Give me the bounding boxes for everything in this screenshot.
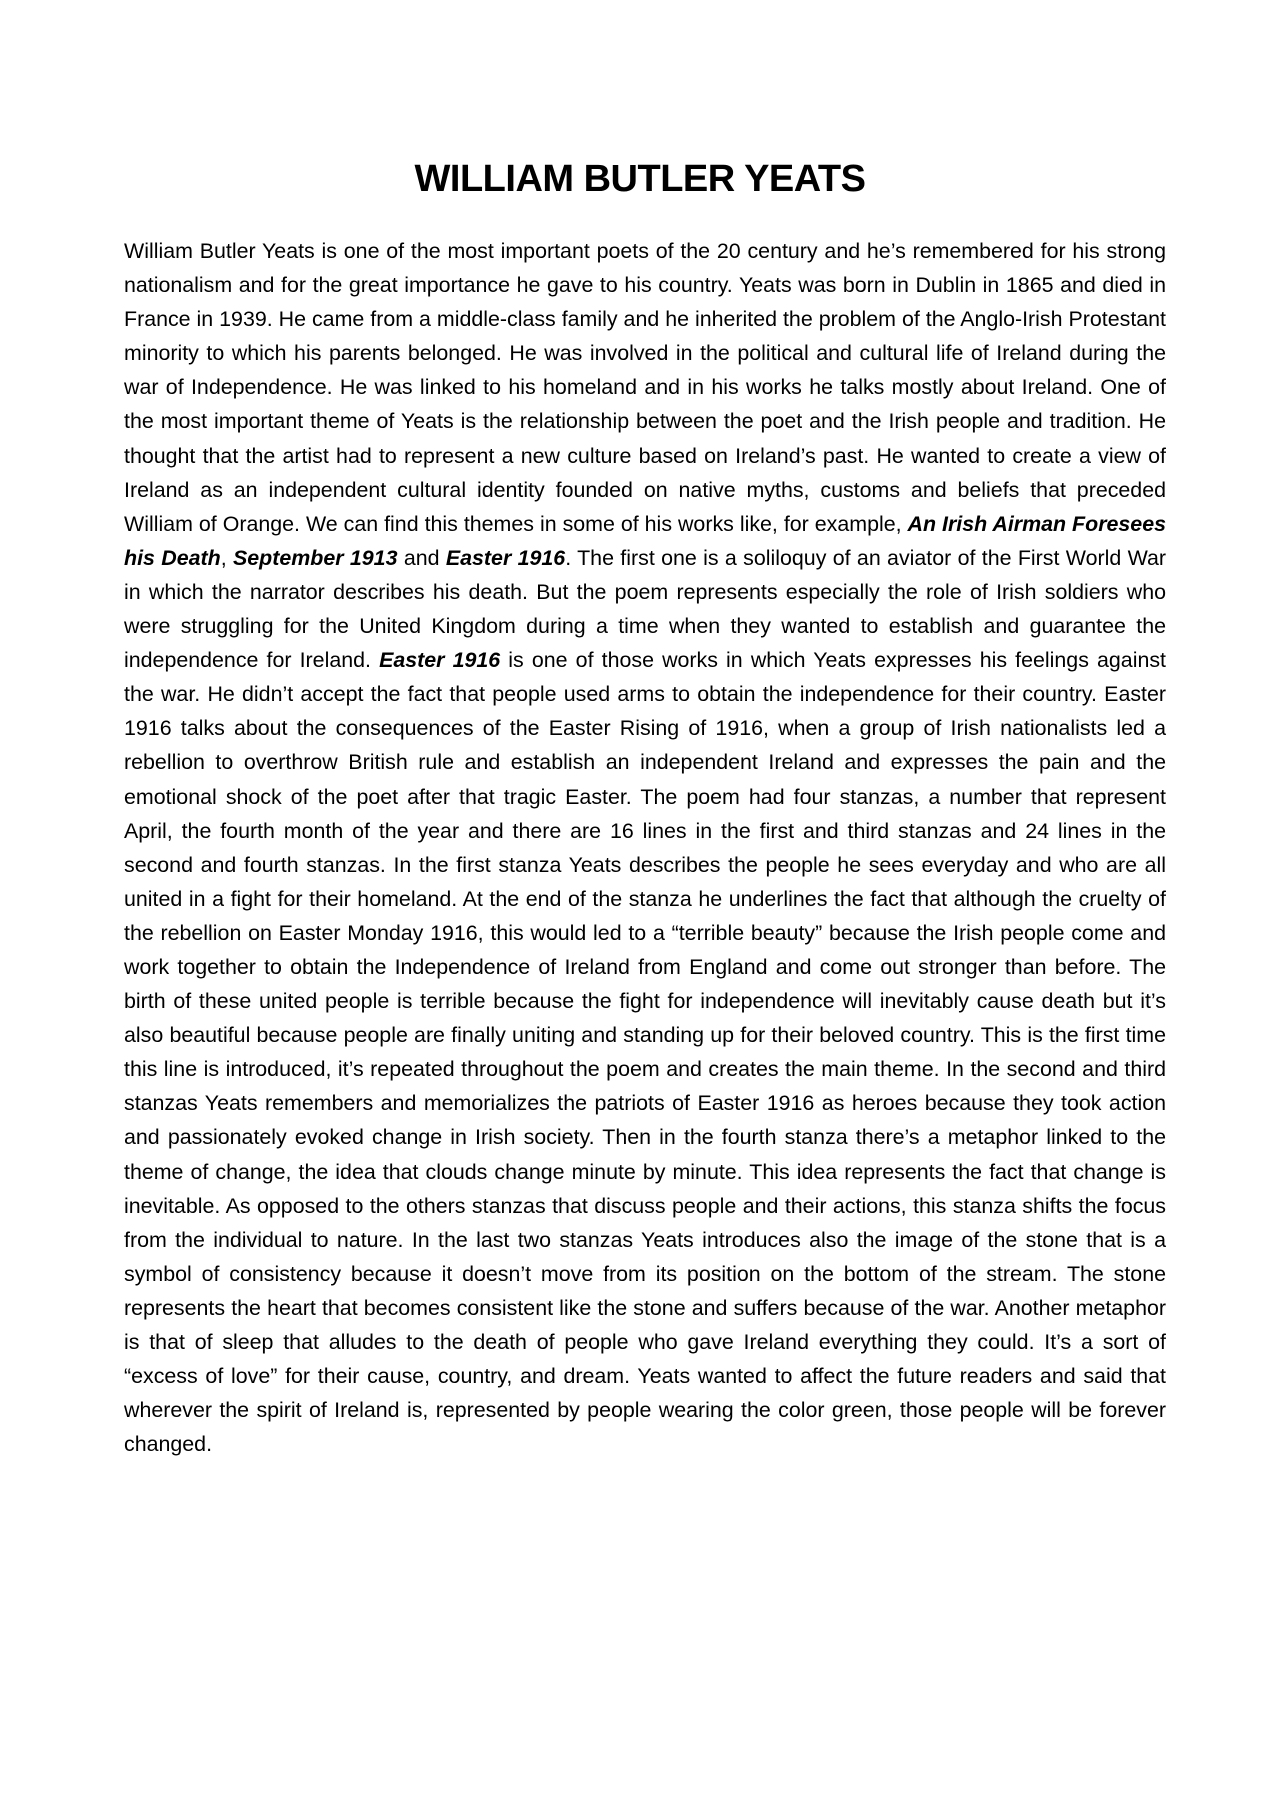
work-title-easter-1916: Easter 1916 — [445, 545, 566, 570]
body-paragraph — [124, 234, 1166, 1461]
text-segment: , — [220, 545, 233, 570]
work-title-september-1913: September 1913 — [232, 545, 398, 570]
page-title: WILLIAM BUTLER YEATS — [414, 158, 866, 200]
text-segment: is one of those works in which Yeats expresses his feelings against the war. He didn’t accept the fact that people used arms to obtain the independence for their country. Easter 1916 talks about the consequences of the Easter Rising of 1916, when a group of Irish nationalists led a rebellion to overthrow British rule and establish an independent Ireland and expresses the pain and the emotional shock of the poet after that tragic Easter. The poem had four stanzas, a number that represent April, the fourth month of the year and there are 16 lines in the first and third stanzas and 24 lines in the second and fourth stanzas. In the first stanza Yeats describes the people he sees everyday and who are all united in a fight for their homeland. At the end of the stanza he underlines the fact that although the cruelty of the rebellion on Easter Monday 1916, this would led to a “terrible beauty” because the Irish people come and work together to obtain the Independence of Ireland from England and come out stronger than before. The birth of these united people is terrible because the fight for independence will inevitably cause death but it’s also beautiful because people are finally uniting and standing up for their beloved country. This is the first time this line is introduced, it’s repeated throughout the poem and creates the main theme. In the second and third stanzas Yeats remembers and memorializes the patriots of Easter 1916 as heroes because they took action and passionately evoked change in Irish society. Then in the fourth stanza there’s a metaphor linked to the theme of change, the idea that clouds change minute by minute. This idea represents the fact that change is inevitable. As opposed to the others stanzas that discuss people and their actions, this stanza shifts the focus from the individual to nature. In the last two stanzas Yeats introduces also the image of the stone that is a symbol of consistency because it doesn’t move from its position on the bottom of the stream. The stone represents the heart that becomes consistent like the stone and suffers because of the war. Another metaphor is that of sleep that alludes to the death of people who gave Ireland everything they could. It’s a sort of “excess of love” for their cause, country, and dream. Yeats wanted to affect the future readers and said that wherever the spirit of Ireland is, represented by people wearing the color green, those people will be forever changed. — [124, 648, 1166, 1457]
text-segment: . The first one is a soliloquy of an aviator of the First World War in which the narrator describes his death. But the poem represents especially the role of Irish soldiers who were struggling for the United Kingdom during a time when they wanted to establish and guarantee the independence for Ireland. — [124, 545, 1167, 673]
work-title-irish-airman: An Irish Airman Foresees his Death — [124, 511, 1166, 570]
text-segment: and — [397, 545, 446, 570]
text-segment: William Butler Yeats is one of the most important poets of the 20 century and he’s remembered for his strong nationalism and for the great importance he gave to his country. Yeats was born in Dublin in 1865 and died in France in 1939. He came from a middle-class family and he inherited the problem of the Anglo-Irish Protestant minority to which his parents belonged. He was involved in the political and cultural life of Ireland during the war of Independence. He was linked to his homeland and in his works he talks mostly about Ireland. One of the most important theme of Yeats is the relationship between the poet and the Irish people and tradition. He thought that the artist had to represent a new culture based on Ireland’s past. He wanted to create a view of Ireland as an independent cultural identity founded on native myths, customs and beliefs that preceded William of Orange. We can find this themes in some of his works like, for example, — [124, 239, 1166, 536]
work-title-easter-1916: Easter 1916 — [379, 648, 501, 673]
